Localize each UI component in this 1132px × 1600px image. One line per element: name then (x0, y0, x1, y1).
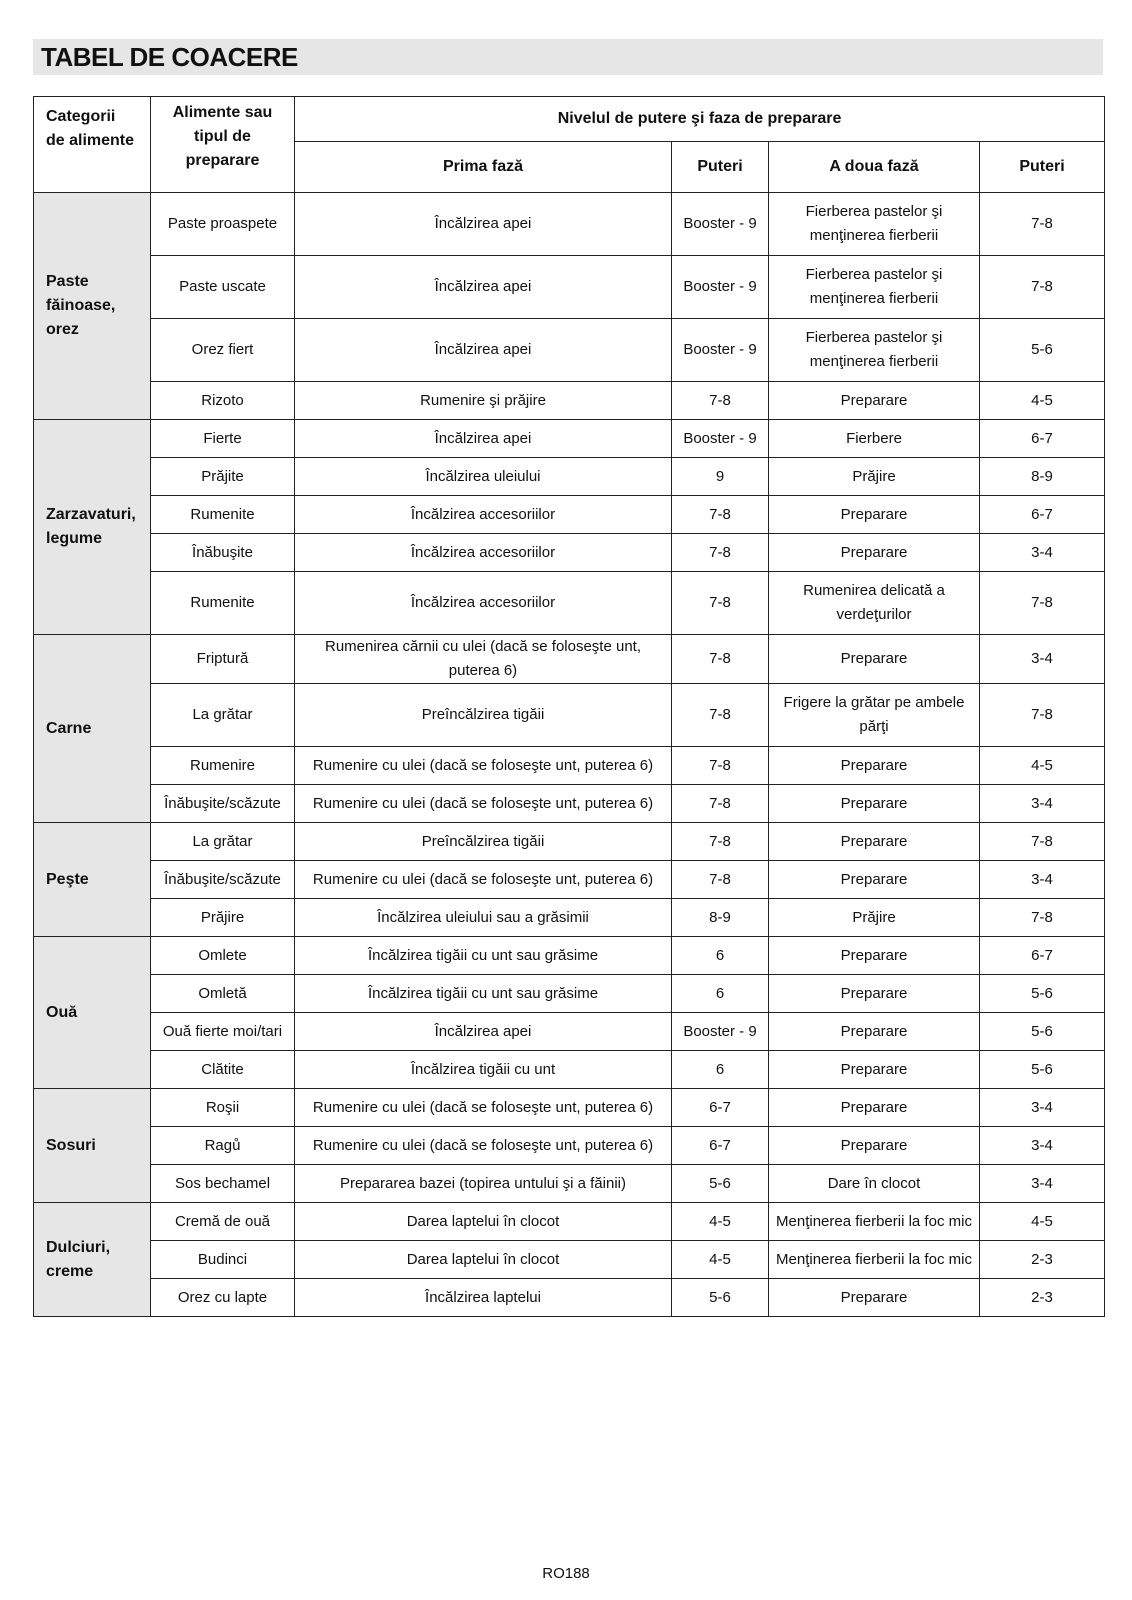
first-phase-cell: Încălzirea apei (295, 256, 672, 319)
food-cell: Budinci (151, 1241, 295, 1279)
second-phase-cell: Fierberea pastelor şi menţinerea fierberii (769, 319, 980, 382)
second-power-cell: 2-3 (980, 1279, 1105, 1317)
second-phase-cell: Dare în clocot (769, 1165, 980, 1203)
header-powers-1: Puteri (672, 142, 769, 193)
food-cell: Orez cu lapte (151, 1279, 295, 1317)
table-row (34, 496, 1105, 534)
first-phase-cell: Preîncălzirea tigăii (295, 684, 672, 747)
table-row (34, 1089, 1105, 1127)
second-power-cell: 7-8 (980, 256, 1105, 319)
table-row (34, 534, 1105, 572)
second-power-cell: 7-8 (980, 572, 1105, 635)
second-phase-cell: Preparare (769, 747, 980, 785)
first-power-cell: Booster - 9 (672, 420, 769, 458)
page-code: RO188 (542, 1565, 590, 1582)
first-phase-cell: Rumenire cu ulei (dacă se foloseşte unt, puterea 6) (295, 785, 672, 823)
category-cell: Peşte (34, 823, 151, 937)
first-power-cell: 4-5 (672, 1241, 769, 1279)
food-cell: Omletă (151, 975, 295, 1013)
food-cell: Ouă fierte moi/tari (151, 1013, 295, 1051)
second-phase-cell: Rumenirea delicată a verdeţurilor (769, 572, 980, 635)
food-cell: Rumenire (151, 747, 295, 785)
table-row (34, 420, 1105, 458)
second-phase-cell: Preparare (769, 975, 980, 1013)
second-power-cell: 4-5 (980, 382, 1105, 420)
second-power-cell: 3-4 (980, 635, 1105, 684)
second-phase-cell: Menţinerea fierberii la foc mic (769, 1241, 980, 1279)
second-phase-cell: Preparare (769, 823, 980, 861)
second-power-cell: 5-6 (980, 319, 1105, 382)
second-power-cell: 6-7 (980, 496, 1105, 534)
table-row (34, 937, 1105, 975)
food-cell: Sos bechamel (151, 1165, 295, 1203)
second-phase-cell: Fierbere (769, 420, 980, 458)
second-phase-cell: Preparare (769, 785, 980, 823)
second-power-cell: 4-5 (980, 1203, 1105, 1241)
second-power-cell: 3-4 (980, 785, 1105, 823)
header-powers-2: Puteri (980, 142, 1105, 193)
second-phase-cell: Preparare (769, 1089, 980, 1127)
table-row (34, 256, 1105, 319)
first-phase-cell: Rumenire cu ulei (dacă se foloseşte unt, puterea 6) (295, 747, 672, 785)
first-phase-cell: Încălzirea accesoriilor (295, 496, 672, 534)
page-title: TABEL DE COACERE (41, 42, 298, 72)
first-phase-cell: Încălzirea tigăii cu unt (295, 1051, 672, 1089)
second-power-cell: 3-4 (980, 1089, 1105, 1127)
table-row (34, 747, 1105, 785)
second-phase-cell: Preparare (769, 382, 980, 420)
second-power-cell: 6-7 (980, 937, 1105, 975)
second-power-cell: 5-6 (980, 1013, 1105, 1051)
second-power-cell: 7-8 (980, 899, 1105, 937)
first-phase-cell: Darea laptelui în clocot (295, 1241, 672, 1279)
first-power-cell: 6-7 (672, 1089, 769, 1127)
first-power-cell: 6-7 (672, 1127, 769, 1165)
first-power-cell: 7-8 (672, 861, 769, 899)
table-row (34, 1013, 1105, 1051)
category-cell: Zarzavaturi, legume (34, 420, 151, 635)
table-row (34, 1241, 1105, 1279)
table-row (34, 1127, 1105, 1165)
first-power-cell: 7-8 (672, 635, 769, 684)
second-phase-cell: Prăjire (769, 458, 980, 496)
table-row (34, 1203, 1105, 1241)
category-cell: Sosuri (34, 1089, 151, 1203)
second-phase-cell: Preparare (769, 534, 980, 572)
first-power-cell: 6 (672, 937, 769, 975)
food-cell: Înăbuşite (151, 534, 295, 572)
second-power-cell: 3-4 (980, 1165, 1105, 1203)
first-power-cell: 7-8 (672, 496, 769, 534)
first-phase-cell: Încălzirea laptelui (295, 1279, 672, 1317)
food-cell: Înăbuşite/scăzute (151, 861, 295, 899)
second-phase-cell: Frigere la grătar pe ambele părţi (769, 684, 980, 747)
food-cell: La grătar (151, 823, 295, 861)
second-power-cell: 7-8 (980, 684, 1105, 747)
table-header (34, 97, 1105, 193)
first-power-cell: 6 (672, 1051, 769, 1089)
first-phase-cell: Rumenire cu ulei (dacă se foloseşte unt, puterea 6) (295, 1089, 672, 1127)
first-power-cell: 7-8 (672, 747, 769, 785)
food-cell: Fierte (151, 420, 295, 458)
first-phase-cell: Prepararea bazei (topirea untului şi a făinii) (295, 1165, 672, 1203)
second-phase-cell: Preparare (769, 1279, 980, 1317)
second-power-cell: 3-4 (980, 1127, 1105, 1165)
food-cell: Rumenite (151, 496, 295, 534)
food-cell: Prăjire (151, 899, 295, 937)
food-cell: Friptură (151, 635, 295, 684)
second-power-cell: 7-8 (980, 823, 1105, 861)
first-phase-cell: Rumenire şi prăjire (295, 382, 672, 420)
food-cell: Roşii (151, 1089, 295, 1127)
baking-table (33, 96, 1105, 1317)
second-phase-cell: Prăjire (769, 899, 980, 937)
title-bar (33, 39, 1103, 75)
second-power-cell: 2-3 (980, 1241, 1105, 1279)
category-cell: Dulciuri, creme (34, 1203, 151, 1317)
table-row (34, 382, 1105, 420)
first-power-cell: Booster - 9 (672, 193, 769, 256)
first-power-cell: 7-8 (672, 785, 769, 823)
table-row (34, 319, 1105, 382)
food-cell: Rizoto (151, 382, 295, 420)
food-cell: Orez fiert (151, 319, 295, 382)
second-power-cell: 5-6 (980, 975, 1105, 1013)
second-phase-cell: Preparare (769, 861, 980, 899)
first-power-cell: 5-6 (672, 1165, 769, 1203)
table-row (34, 635, 1105, 684)
first-power-cell: 7-8 (672, 534, 769, 572)
first-phase-cell: Încălzirea tigăii cu unt sau grăsime (295, 975, 672, 1013)
first-power-cell: 4-5 (672, 1203, 769, 1241)
first-phase-cell: Încălzirea apei (295, 319, 672, 382)
food-cell: Paste uscate (151, 256, 295, 319)
header-power-phase: Nivelul de putere şi faza de preparare (295, 97, 1105, 142)
second-phase-cell: Fierberea pastelor şi menţinerea fierberii (769, 193, 980, 256)
food-cell: Clătite (151, 1051, 295, 1089)
second-power-cell: 5-6 (980, 1051, 1105, 1089)
second-power-cell: 7-8 (980, 193, 1105, 256)
first-power-cell: Booster - 9 (672, 319, 769, 382)
second-power-cell: 8-9 (980, 458, 1105, 496)
first-power-cell: Booster - 9 (672, 256, 769, 319)
first-power-cell: 7-8 (672, 684, 769, 747)
second-phase-cell: Preparare (769, 1013, 980, 1051)
table-row (34, 1279, 1105, 1317)
second-phase-cell: Menţinerea fierberii la foc mic (769, 1203, 980, 1241)
first-power-cell: 7-8 (672, 382, 769, 420)
first-phase-cell: Încălzirea apei (295, 1013, 672, 1051)
table-body (34, 193, 1105, 1317)
first-power-cell: 7-8 (672, 572, 769, 635)
table-row (34, 975, 1105, 1013)
category-cell: Ouă (34, 937, 151, 1089)
second-power-cell: 3-4 (980, 861, 1105, 899)
first-phase-cell: Încălzirea uleiului sau a grăsimii (295, 899, 672, 937)
first-power-cell: Booster - 9 (672, 1013, 769, 1051)
table-row (34, 458, 1105, 496)
table-row (34, 785, 1105, 823)
second-power-cell: 6-7 (980, 420, 1105, 458)
category-cell: Paste făinoase, orez (34, 193, 151, 420)
table-row (34, 899, 1105, 937)
second-phase-cell: Preparare (769, 496, 980, 534)
first-phase-cell: Încălzirea tigăii cu unt sau grăsime (295, 937, 672, 975)
first-power-cell: 5-6 (672, 1279, 769, 1317)
food-cell: La grătar (151, 684, 295, 747)
table-row (34, 684, 1105, 747)
header-category: Categorii de alimente (34, 97, 151, 193)
second-phase-cell: Preparare (769, 635, 980, 684)
first-phase-cell: Încălzirea accesoriilor (295, 572, 672, 635)
food-cell: Rumenite (151, 572, 295, 635)
table-row (34, 823, 1105, 861)
second-power-cell: 4-5 (980, 747, 1105, 785)
table-row (34, 572, 1105, 635)
table-row (34, 1051, 1105, 1089)
table-row (34, 193, 1105, 256)
food-cell: Înăbuşite/scăzute (151, 785, 295, 823)
header-second-phase: A doua fază (769, 142, 980, 193)
first-phase-cell: Încălzirea accesoriilor (295, 534, 672, 572)
first-phase-cell: Încălzirea apei (295, 420, 672, 458)
first-phase-cell: Preîncălzirea tigăii (295, 823, 672, 861)
first-phase-cell: Încălzirea uleiului (295, 458, 672, 496)
table-row (34, 861, 1105, 899)
second-phase-cell: Fierberea pastelor şi menţinerea fierberii (769, 256, 980, 319)
second-power-cell: 3-4 (980, 534, 1105, 572)
category-cell: Carne (34, 635, 151, 823)
food-cell: Prăjite (151, 458, 295, 496)
food-cell: Omlete (151, 937, 295, 975)
first-phase-cell: Rumenire cu ulei (dacă se foloseşte unt, puterea 6) (295, 1127, 672, 1165)
first-phase-cell: Rumenire cu ulei (dacă se foloseşte unt, puterea 6) (295, 861, 672, 899)
first-power-cell: 8-9 (672, 899, 769, 937)
first-power-cell: 6 (672, 975, 769, 1013)
header-first-phase: Prima fază (295, 142, 672, 193)
food-cell: Cremă de ouă (151, 1203, 295, 1241)
food-cell: Ragů (151, 1127, 295, 1165)
first-phase-cell: Încălzirea apei (295, 193, 672, 256)
first-power-cell: 7-8 (672, 823, 769, 861)
first-power-cell: 9 (672, 458, 769, 496)
food-cell: Paste proaspete (151, 193, 295, 256)
second-phase-cell: Preparare (769, 937, 980, 975)
first-phase-cell: Darea laptelui în clocot (295, 1203, 672, 1241)
header-food: Alimente sau tipul de preparare (151, 97, 295, 193)
second-phase-cell: Preparare (769, 1127, 980, 1165)
table-row (34, 1165, 1105, 1203)
second-phase-cell: Preparare (769, 1051, 980, 1089)
first-phase-cell: Rumenirea cărnii cu ulei (dacă se foloseşte unt, puterea 6) (295, 635, 672, 684)
